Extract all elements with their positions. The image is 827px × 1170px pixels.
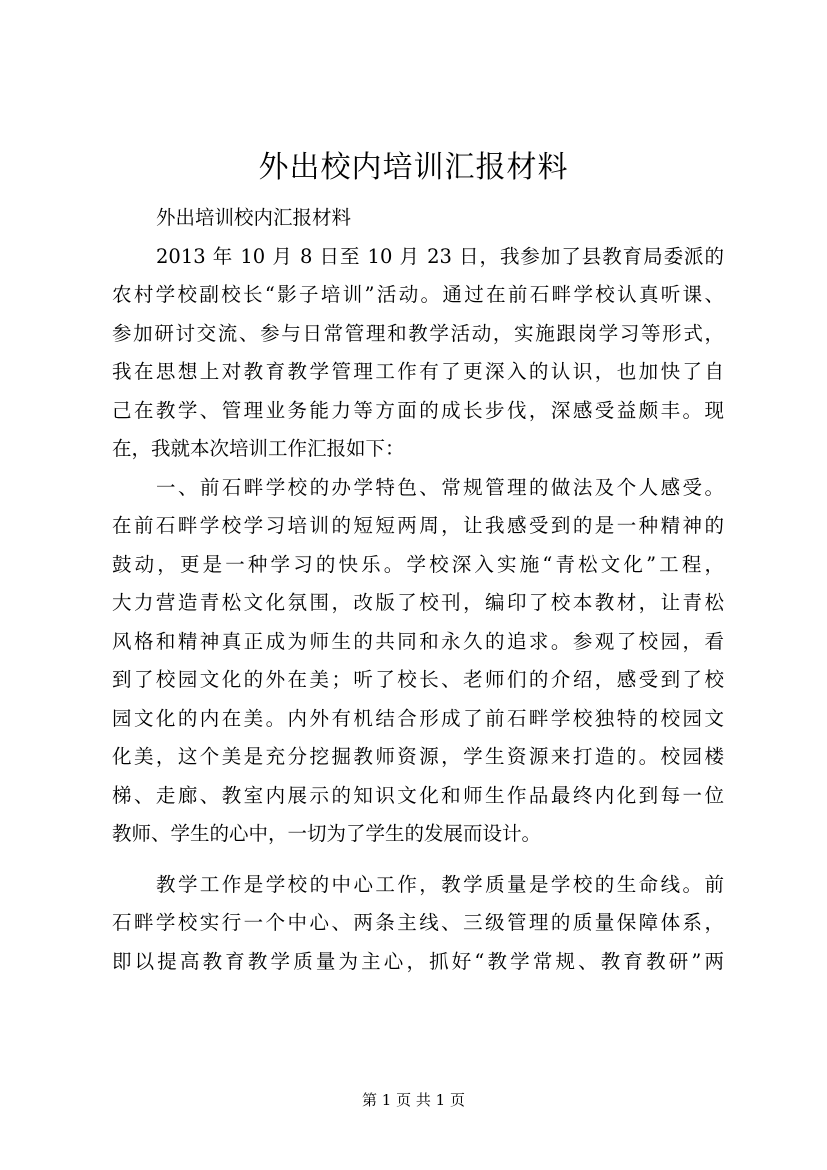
paragraph-line: 一、前石畔学校的办学特色、常规管理的做法及个人感受。 <box>156 475 724 499</box>
paragraph-line: 即以提高教育教学质量为主心，抓好“教学常规、教育教研”两 <box>112 949 724 973</box>
document-subtitle: 外出培训校内汇报材料 <box>156 206 352 229</box>
paragraph-line: 梯、走廊、教室内展示的知识文化和师生作品最终内化到每一位 <box>112 783 724 807</box>
paragraph-1 <box>112 238 724 469</box>
paragraph-line: 在前石畔学校学习培训的短短两周，让我感受到的是一种精神的 <box>112 514 724 537</box>
paragraph-line: 2013 年 10 月 8 日至 10 月 23 日，我参加了县教育局委派的 <box>156 244 724 268</box>
paragraph-line: 教师、学生的心中，一切为了学生的发展而设计。 <box>112 822 542 845</box>
paragraph-line: 化美，这个美是充分挖掘教师资源，学生资源来打造的。校园楼 <box>112 745 724 768</box>
document-body <box>112 199 724 981</box>
paragraph-line: 园文化的内在美。内外有机结合形成了前石畔学校独特的校园文 <box>112 706 724 730</box>
paragraph-line: 在，我就本次培训工作汇报如下： <box>112 437 405 460</box>
paragraph-line: 石畔学校实行一个中心、两条主线、三级管理的质量保障体系， <box>112 911 724 934</box>
paragraph-line: 我在思想上对教育教学管理工作有了更深入的认识，也加快了自 <box>112 360 724 383</box>
paragraph-line: 鼓动，更是一种学习的快乐。学校深入实施“青松文化”工程， <box>112 552 724 576</box>
paragraph-spacing <box>112 854 724 866</box>
paragraph-line: 己在教学、管理业务能力等方面的成长步伐，深感受益颇丰。现 <box>112 398 724 422</box>
paragraph-3 <box>112 866 724 982</box>
paragraph-line: 参加研讨交流、参与日常管理和教学活动，实施跟岗学习等形式， <box>112 321 724 345</box>
paragraph-line: 教学工作是学校的中心工作，教学质量是学校的生命线。前 <box>156 872 724 896</box>
page-footer: 第 1 页 共 1 页 <box>362 1091 465 1109</box>
paragraph-line: 到了校园文化的外在美；听了校长、老师们的介绍，感受到了校 <box>112 668 724 691</box>
paragraph-2 <box>112 469 724 854</box>
paragraph-line: 大力营造青松文化氛围，改版了校刊，编印了校本教材，让青松 <box>112 591 724 614</box>
paragraph-line: 风格和精神真正成为师生的共同和永久的追求。参观了校园，看 <box>112 629 724 653</box>
document-title: 外出校内培训汇报材料 <box>258 150 569 185</box>
paragraph-line: 农村学校副校长“影子培训”活动。通过在前石畔学校认真听课、 <box>112 283 724 306</box>
